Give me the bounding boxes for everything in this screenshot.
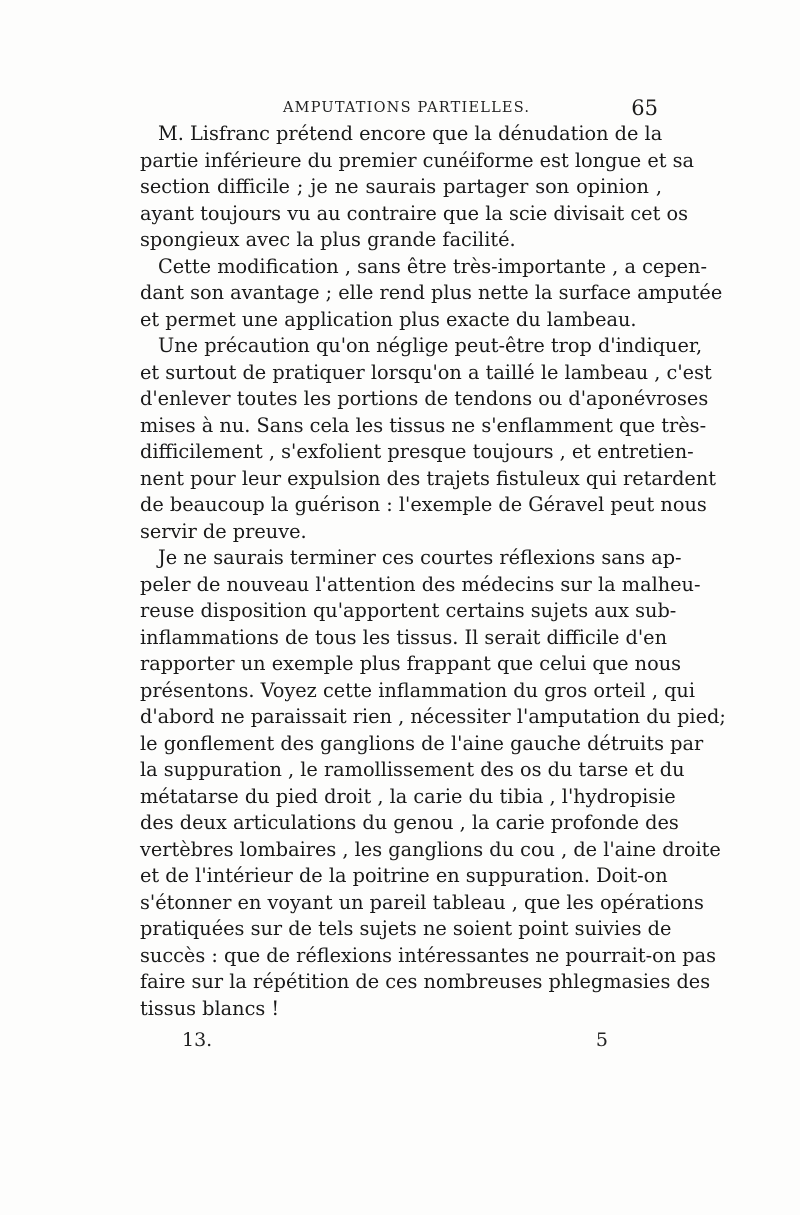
- text-line: Une précaution qu'on néglige peut-être trop d'indiquer,: [158, 334, 703, 357]
- paragraph: [140, 121, 695, 254]
- text-line: Cette modification , sans être très-importante , a cepen-: [158, 254, 707, 278]
- text-line: métatarse du pied droit , la carie du tibia , l'hydropisie: [140, 784, 676, 808]
- text-line: d'enlever toutes les portions de tendons ou d'aponévroses: [140, 387, 709, 410]
- text-line: peler de nouveau l'attention des médecins sur la malheu-: [140, 572, 701, 596]
- text-line: d'abord ne paraissait rien , nécessiter l'amputation du pied;: [140, 705, 726, 728]
- signature-letter: 5: [595, 1029, 608, 1051]
- text-line: présentons. Voyez cette inflammation du gros orteil , qui: [140, 678, 696, 702]
- text-line: nent pour leur expulsion des trajets fistuleux qui retardent: [140, 466, 716, 490]
- text-line: et surtout de pratiquer lorsqu'on a taillé le lambeau , c'est: [140, 360, 712, 384]
- text-line: Je ne saurais terminer ces courtes réflexions sans ap-: [158, 546, 682, 569]
- text-line: de beaucoup la guérison : l'exemple de Géravel peut nous: [140, 493, 707, 516]
- text-line: et de l'intérieur de la poitrine en suppuration. Doit-on: [140, 864, 668, 887]
- text-line: s'étonner en voyant un pareil tableau , que les opérations: [140, 890, 704, 914]
- text-line: et permet une application plus exacte du lambeau.: [140, 307, 637, 331]
- body-text: [140, 121, 726, 1022]
- text-line: ayant toujours vu au contraire que la scie divisait cet os: [140, 201, 688, 225]
- text-line: mises à nu. Sans cela les tissus ne s'enflamment que très-: [140, 413, 707, 437]
- paragraph: [140, 545, 726, 1022]
- running-title: AMPUTATIONS PARTIELLES.: [283, 100, 531, 116]
- text-line: dant son avantage ; elle rend plus nette la surface amputée: [140, 281, 723, 304]
- text-line: spongieux avec la plus grande facilité.: [140, 228, 516, 251]
- text-line: le gonflement des ganglions de l'aine gauche détruits par: [140, 731, 704, 755]
- text-line: section difficile ; je ne saurais partager son opinion ,: [140, 175, 662, 198]
- text-line: faire sur la répétition de ces nombreuses phlegmasies des: [140, 970, 711, 993]
- text-line: tissus blancs !: [140, 996, 280, 1020]
- paragraph: [140, 254, 723, 334]
- paragraph: [140, 333, 716, 545]
- text-line: la suppuration , le ramollissement des os du tarse et du: [140, 758, 685, 781]
- text-line: inflammations de tous les tissus. Il serait difficile d'en: [140, 625, 668, 649]
- page-number: 65: [631, 96, 658, 120]
- text-line: succès : que de réflexions intéressantes ne pourrait-on pas: [140, 943, 716, 967]
- signature-mark: 13.: [182, 1029, 213, 1051]
- text-line: servir de preuve.: [140, 519, 307, 543]
- text-line: difficilement , s'exfolient presque toujours , et entretien-: [140, 440, 694, 463]
- text-line: rapporter un exemple plus frappant que celui que nous: [140, 652, 682, 675]
- text-line: reuse disposition qu'apportent certains sujets aux sub-: [140, 599, 677, 622]
- text-line: pratiquées sur de tels sujets ne soient point suivies de: [140, 917, 672, 940]
- text-line: vertèbres lombaires , les ganglions du cou , de l'aine droite: [140, 837, 721, 861]
- page-footer: [140, 1029, 660, 1059]
- text-line: des deux articulations du genou , la carie profonde des: [140, 811, 679, 834]
- text-line: partie inférieure du premier cunéiforme est longue et sa: [140, 148, 695, 172]
- text-line: M. Lisfranc prétend encore que la dénudation de la: [158, 122, 663, 145]
